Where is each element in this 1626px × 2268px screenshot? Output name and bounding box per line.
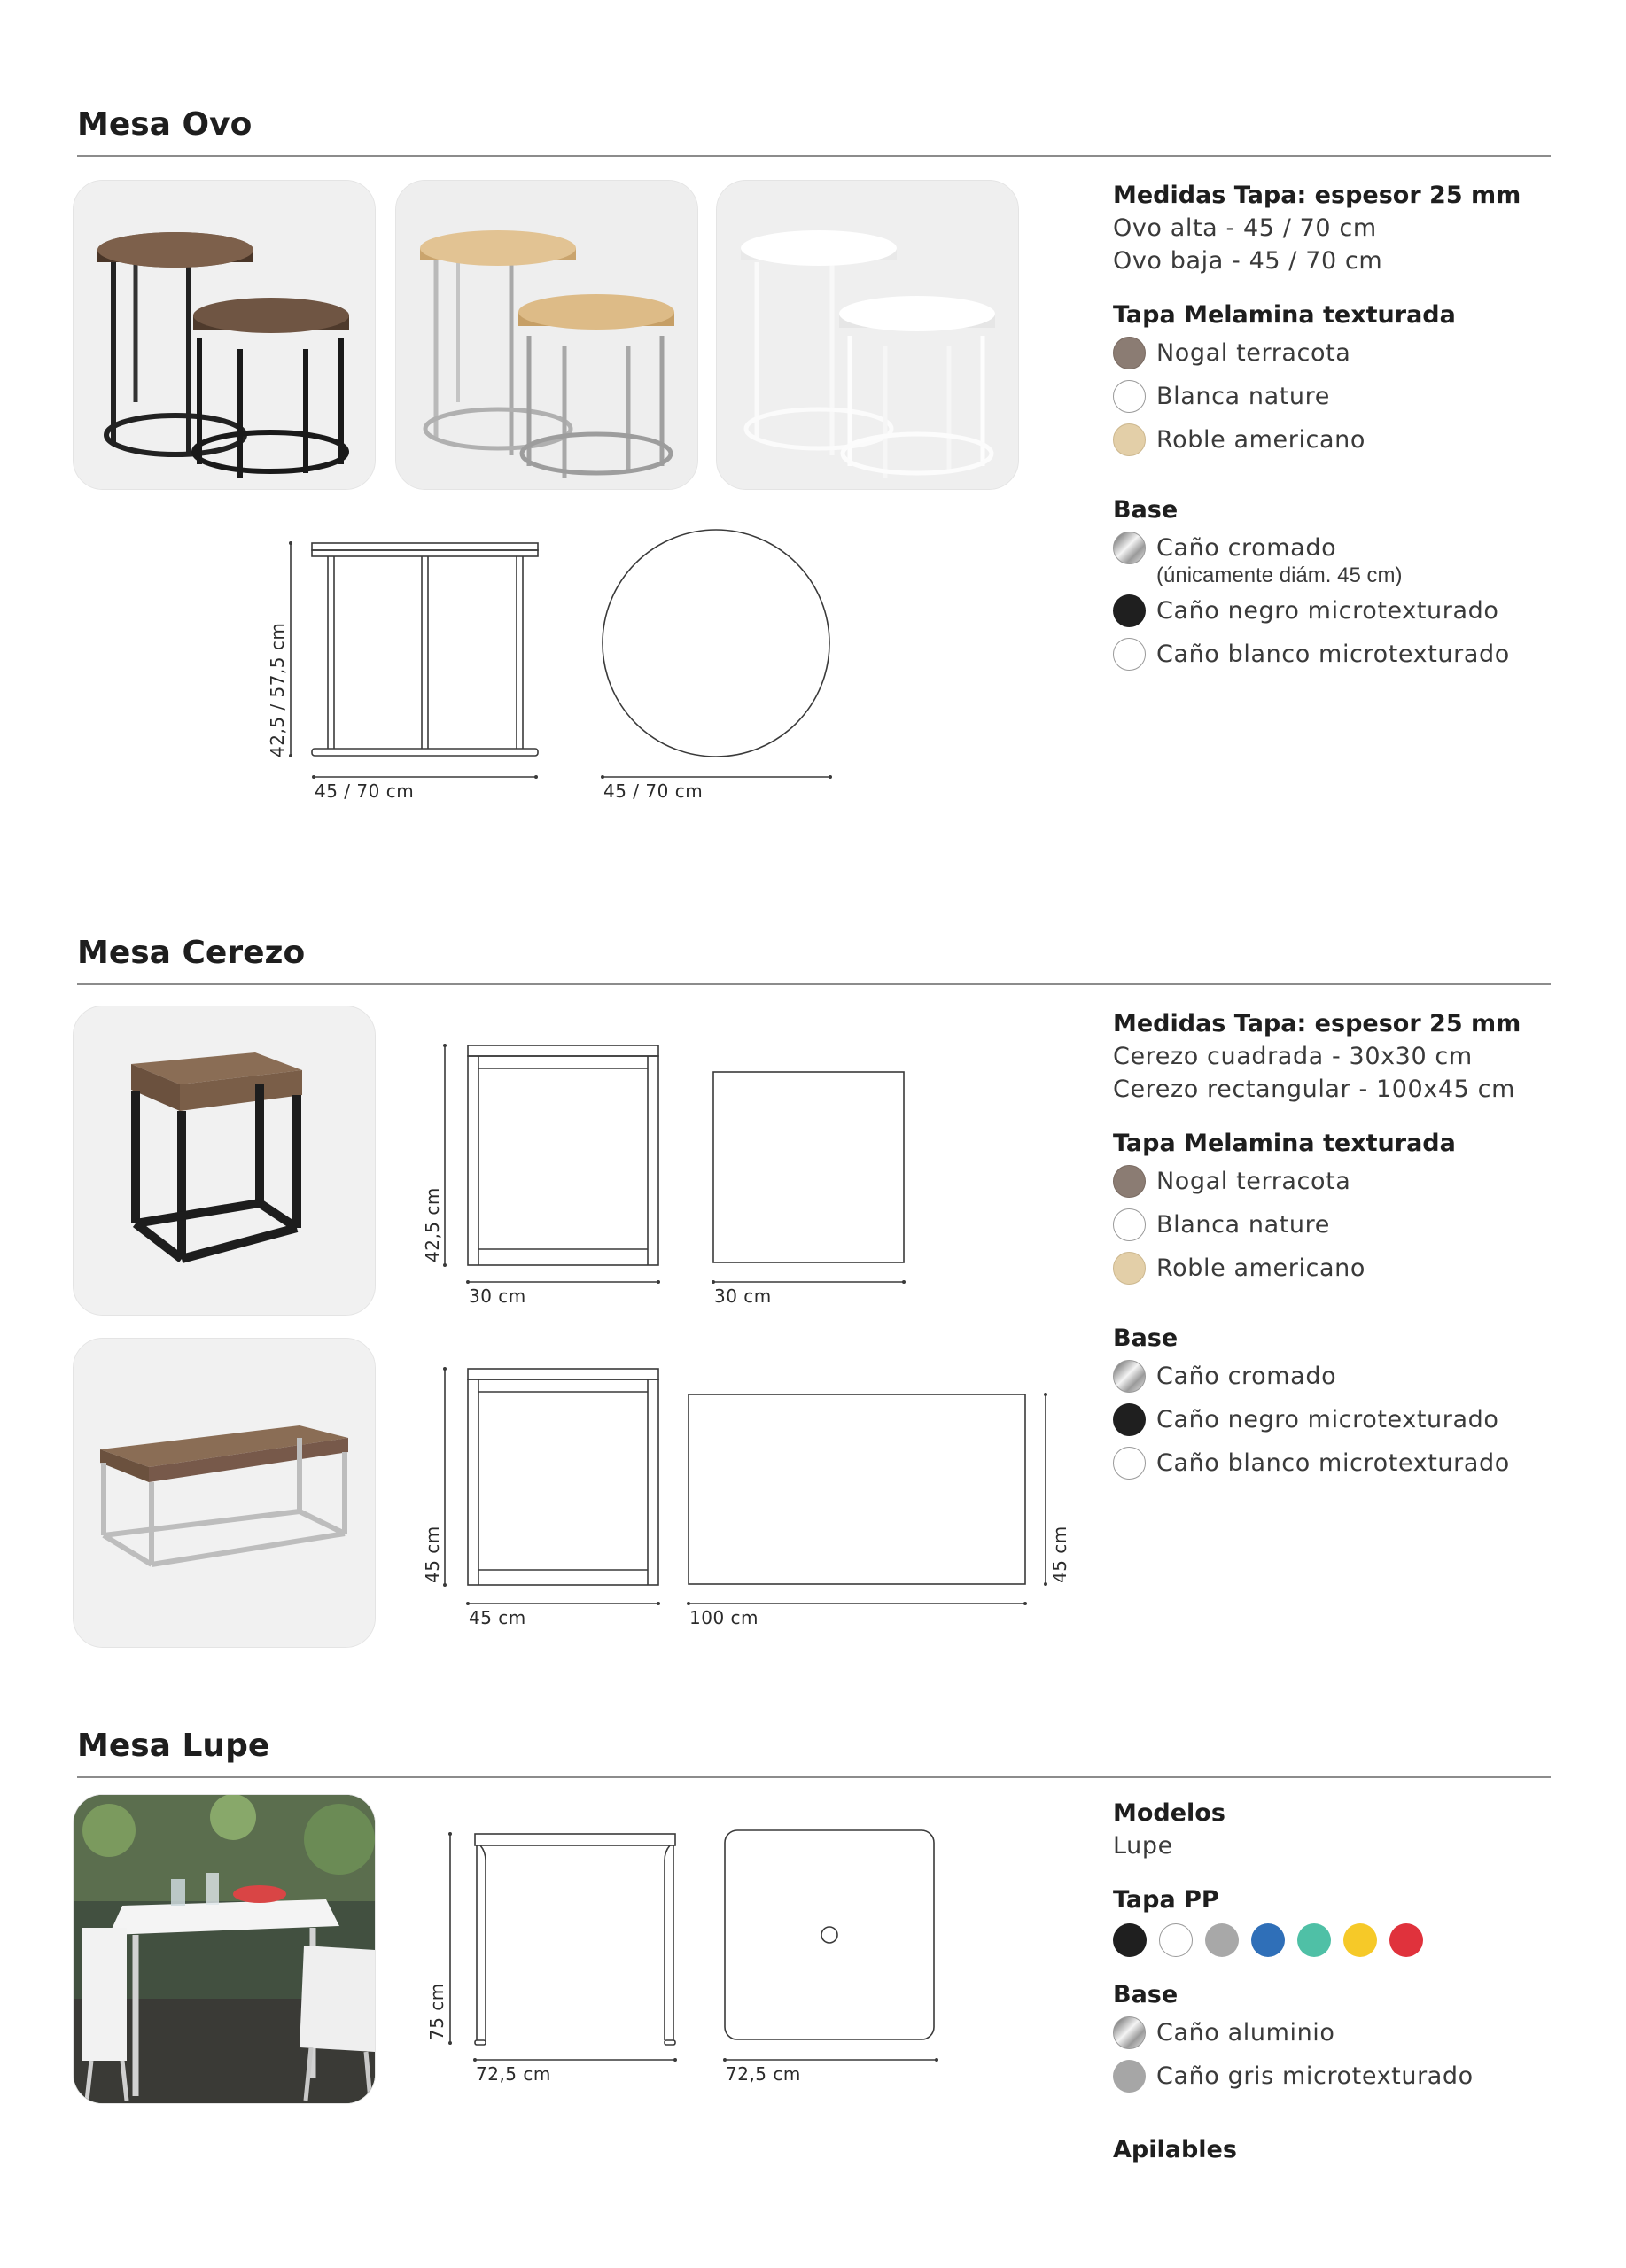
measures-title: Medidas Tapa: espesor 25 mm xyxy=(1113,182,1521,209)
lupe-spec-panel xyxy=(1113,1797,1574,2166)
cerezo-rect-length-label: 100 cm xyxy=(689,1607,759,1628)
measures-title: Medidas Tapa: espesor 25 mm xyxy=(1113,1010,1521,1037)
swatch-cano-cromado xyxy=(1113,526,1574,570)
swatch-label: Roble americano xyxy=(1156,426,1365,454)
swatch-cano-blanco xyxy=(1113,633,1574,676)
chrome-swatch xyxy=(1113,2016,1146,2049)
swatch-label: Blanca nature xyxy=(1156,1211,1330,1239)
lupe-width-label: 72,5 cm xyxy=(476,2063,551,2085)
section-title-lupe: Mesa Lupe xyxy=(77,1728,270,1764)
swatch-cano-cromado xyxy=(1113,1355,1574,1398)
top-title: Tapa Melamina texturada xyxy=(1113,1130,1456,1157)
ovo-spec-panel xyxy=(1113,179,1574,676)
swatch-label: Nogal terracota xyxy=(1156,1168,1351,1195)
swatch-cano-aluminio xyxy=(1113,2011,1574,2054)
cerezo-rect-height-label: 45 cm xyxy=(422,1526,443,1583)
product-photo-cerezo-square xyxy=(73,1006,376,1316)
product-photo-ovo-oak-chrome xyxy=(395,180,698,490)
product-photo-ovo-walnut-black xyxy=(73,180,376,490)
color-dot-red xyxy=(1389,1923,1423,1957)
measure-line: Ovo baja - 45 / 70 cm xyxy=(1113,247,1383,275)
product-photo-lupe-scene xyxy=(73,1794,376,2104)
measure-line: Ovo alta - 45 / 70 cm xyxy=(1113,214,1377,242)
section-divider xyxy=(77,1776,1551,1778)
color-swatch xyxy=(1113,1165,1146,1198)
color-swatch xyxy=(1113,2060,1146,2093)
swatch-roble-americano xyxy=(1113,418,1574,462)
cerezo-sq-top-label: 30 cm xyxy=(714,1285,772,1307)
swatch-label: Caño cromado xyxy=(1156,1363,1337,1390)
swatch-nogal-terracota xyxy=(1113,1160,1574,1203)
color-dot-teal xyxy=(1297,1923,1331,1957)
swatch-nogal-terracota xyxy=(1113,331,1574,375)
chrome-swatch xyxy=(1113,1360,1146,1393)
color-swatch xyxy=(1113,638,1146,671)
top-title: Tapa Melamina texturada xyxy=(1113,301,1456,329)
lupe-top-width-label: 72,5 cm xyxy=(726,2063,801,2085)
cerezo-rect-depth-label: 45 cm xyxy=(469,1607,526,1628)
section-title-ovo: Mesa Ovo xyxy=(77,106,253,143)
ovo-top-width-label: 45 / 70 cm xyxy=(603,781,704,802)
base-title: Base xyxy=(1113,1981,1179,2008)
swatch-note: (únicamente diám. 45 cm) xyxy=(1156,563,1403,587)
color-swatch xyxy=(1113,1252,1146,1285)
color-dot-yellow xyxy=(1343,1923,1377,1957)
cerezo-spec-panel xyxy=(1113,1007,1574,1485)
color-dot-white xyxy=(1159,1923,1193,1957)
color-dot-grey xyxy=(1205,1923,1239,1957)
color-dot-blue xyxy=(1251,1923,1285,1957)
cerezo-rect-side-label: 45 cm xyxy=(1049,1526,1070,1583)
swatch-cano-negro xyxy=(1113,589,1574,633)
cerezo-sq-height-label: 42,5 cm xyxy=(422,1187,443,1262)
ovo-height-label: 42,5 / 57,5 cm xyxy=(267,622,288,757)
swatch-label: Caño aluminio xyxy=(1156,2019,1335,2047)
swatch-label: Caño cromado xyxy=(1156,534,1337,562)
stackable-label: Apilables xyxy=(1113,2136,1237,2163)
section-divider xyxy=(77,155,1551,157)
top-title: Tapa PP xyxy=(1113,1886,1219,1914)
section-title-cerezo: Mesa Cerezo xyxy=(77,935,306,971)
section-divider xyxy=(77,983,1551,985)
swatch-label: Caño blanco microtexturado xyxy=(1156,1449,1510,1477)
swatch-label: Nogal terracota xyxy=(1156,339,1351,367)
swatch-label: Caño negro microtexturado xyxy=(1156,1406,1499,1433)
chrome-swatch xyxy=(1113,532,1146,564)
swatch-blanca-nature xyxy=(1113,1203,1574,1247)
swatch-blanca-nature xyxy=(1113,375,1574,418)
base-title: Base xyxy=(1113,1324,1179,1352)
swatch-cano-blanco xyxy=(1113,1441,1574,1485)
color-swatch xyxy=(1113,380,1146,413)
measure-line: Cerezo rectangular - 100x45 cm xyxy=(1113,1076,1515,1103)
lupe-height-label: 75 cm xyxy=(426,1983,447,2040)
swatch-label: Caño blanco microtexturado xyxy=(1156,641,1510,668)
swatch-cano-negro xyxy=(1113,1398,1574,1441)
color-swatch xyxy=(1113,337,1146,369)
swatch-label: Roble americano xyxy=(1156,1254,1365,1282)
swatch-cano-gris xyxy=(1113,2054,1574,2098)
product-photo-ovo-white xyxy=(716,180,1019,490)
color-dot-black xyxy=(1113,1923,1147,1957)
measure-line: Cerezo cuadrada - 30x30 cm xyxy=(1113,1043,1473,1070)
top-color-palette xyxy=(1113,1923,1574,1957)
color-swatch xyxy=(1113,1208,1146,1241)
swatch-label: Caño negro microtexturado xyxy=(1156,597,1499,625)
swatch-label: Blanca nature xyxy=(1156,383,1330,410)
base-title: Base xyxy=(1113,496,1179,524)
swatch-roble-americano xyxy=(1113,1247,1574,1290)
color-swatch xyxy=(1113,1447,1146,1480)
ovo-width-label: 45 / 70 cm xyxy=(315,781,415,802)
cerezo-sq-width-label: 30 cm xyxy=(469,1285,526,1307)
models-value: Lupe xyxy=(1113,1832,1173,1860)
product-photo-cerezo-rectangular xyxy=(73,1338,376,1648)
color-swatch xyxy=(1113,423,1146,456)
color-swatch xyxy=(1113,594,1146,627)
swatch-label: Caño gris microtexturado xyxy=(1156,2062,1474,2090)
models-title: Modelos xyxy=(1113,1799,1225,1827)
color-swatch xyxy=(1113,1403,1146,1436)
